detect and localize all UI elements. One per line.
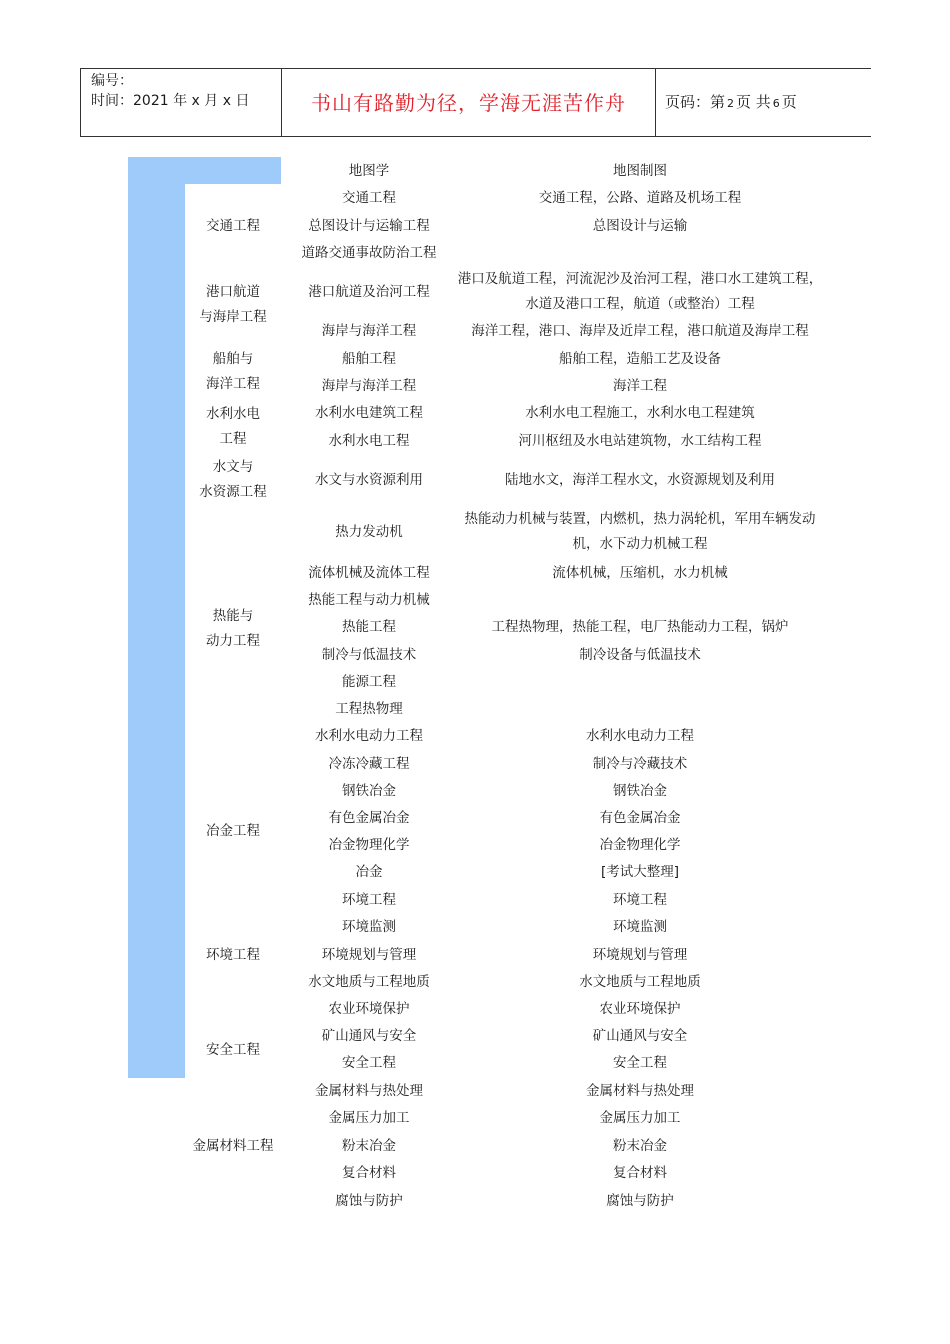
- old-major-name: 河川枢纽及水电站建筑物，水工结构工程: [518, 432, 762, 449]
- old-major-name: 陆地水文，海洋工程水文，水资源规划及利用: [505, 471, 775, 488]
- category-line: 与海岸工程: [199, 309, 267, 325]
- old-major-name: 水利水电动力工程: [586, 727, 694, 744]
- decorative-bar: [128, 157, 185, 1078]
- page-mid: 页 共: [736, 93, 771, 111]
- old-major-name: 水文地质与工程地质: [579, 973, 701, 990]
- old-major-name: 环境规划与管理: [592, 946, 688, 963]
- category-name: [180, 604, 286, 654]
- old-major-name: 海洋工程，港口、海岸及近岸工程，港口航道及海岸工程: [471, 322, 809, 339]
- category-line: 港口航道: [206, 284, 260, 300]
- category-line: 船舶与: [212, 351, 254, 367]
- header-divider: [655, 69, 656, 136]
- major-name: 流体机械及流体工程: [308, 564, 430, 581]
- major-name: 船舶工程: [342, 350, 396, 367]
- old-major-name: 环境监测: [613, 918, 667, 935]
- page-total: 6: [772, 97, 780, 110]
- old-major-name: 矿山通风与安全: [592, 1027, 688, 1044]
- major-name: 有色金属冶金: [328, 809, 410, 826]
- old-major-name: 流体机械，压缩机，水力机械: [552, 564, 728, 581]
- category-line: 水文与: [212, 459, 254, 475]
- old-major-name: 环境工程: [613, 891, 667, 908]
- major-name: 制冷与低温技术: [321, 646, 417, 663]
- old-major-name: 水利水电工程施工，水利水电工程建筑: [525, 404, 755, 421]
- old-major-name: 钢铁冶金: [613, 782, 667, 799]
- category-line: 水资源工程: [199, 484, 267, 500]
- major-name: 热力发动机: [335, 523, 403, 540]
- old-major-name: 总图设计与运输: [592, 217, 688, 234]
- category-name: [180, 347, 286, 397]
- major-name: 冷冻冷藏工程: [328, 755, 410, 772]
- old-major-name: 粉末冶金: [613, 1137, 667, 1154]
- category-line: 热能与: [212, 608, 254, 624]
- old-major-name: [考试大整理]: [600, 863, 680, 880]
- page-suffix: 页: [781, 93, 797, 111]
- old-major-name: 农业环境保护: [599, 1000, 681, 1017]
- major-name: 交通工程: [342, 189, 396, 206]
- major-name: 安全工程: [342, 1054, 396, 1071]
- major-name: 冶金物理化学: [328, 836, 410, 853]
- major-name: 水文与水资源利用: [315, 471, 423, 488]
- major-name: 能源工程: [342, 673, 396, 690]
- old-major-name: 复合材料: [613, 1164, 667, 1181]
- major-name: 水文地质与工程地质: [308, 973, 430, 990]
- category-name: [180, 280, 286, 330]
- motto: 书山有路勤为径，学海无涯苦作舟: [311, 91, 626, 115]
- old-major-name: 制冷设备与低温技术: [579, 646, 701, 663]
- major-name: 港口航道及治河工程: [308, 283, 430, 300]
- page-current: 2: [727, 97, 735, 110]
- major-name: 热能工程: [342, 618, 396, 635]
- category-line: 动力工程: [206, 633, 260, 649]
- old-major-name: 船舶工程，造船工艺及设备: [559, 350, 721, 367]
- major-name: 道路交通事故防治工程: [301, 244, 437, 261]
- major-name: 水利水电动力工程: [315, 727, 423, 744]
- old-major-name: 有色金属冶金: [599, 809, 681, 826]
- major-name: 海岸与海洋工程: [321, 377, 417, 394]
- major-name: 腐蚀与防护: [335, 1192, 403, 1209]
- old-major-name: 海洋工程: [613, 377, 667, 394]
- major-name: 金属压力加工: [328, 1109, 410, 1126]
- category-name: [180, 819, 286, 844]
- time-label: 时间：2021 年 x 月 x 日: [91, 93, 250, 109]
- old-major-name: 港口及航道工程，河流泥沙及治河工程，港口水工建筑工程，水道及港口工程，航道（或整治）工程: [457, 271, 823, 312]
- old-major-name: 制冷与冷藏技术: [592, 755, 688, 772]
- old-major-name: 热能动力机械与装置，内燃机，热力涡轮机，军用车辆发动机，水下动力机械工程: [464, 511, 816, 552]
- old-major-name: 安全工程: [613, 1054, 667, 1071]
- old-major-name: 腐蚀与防护: [606, 1192, 674, 1209]
- old-major-name: 交通工程，公路、道路及机场工程: [538, 189, 742, 206]
- category-line: 金属材料工程: [192, 1137, 274, 1154]
- category-name: [180, 1038, 286, 1063]
- category-line: 交通工程: [206, 217, 260, 234]
- category-name: [180, 214, 286, 239]
- major-name: 地图学: [348, 162, 390, 179]
- page-prefix: 页码：第: [665, 93, 726, 111]
- old-major-name: 金属压力加工: [599, 1109, 681, 1126]
- major-name: 工程热物理: [335, 700, 403, 717]
- major-name: 水利水电工程: [328, 432, 410, 449]
- category-line: 海洋工程: [206, 376, 260, 392]
- major-name: 热能工程与动力机械: [308, 591, 430, 608]
- category-name: [180, 943, 286, 968]
- major-name: 水利水电建筑工程: [315, 404, 423, 421]
- page-header: [80, 68, 871, 137]
- major-name: 金属材料与热处理: [315, 1082, 423, 1099]
- major-name: 钢铁冶金: [342, 782, 396, 799]
- category-name: [180, 455, 286, 505]
- code-label: 编号：: [91, 73, 133, 89]
- major-name: 农业环境保护: [328, 1000, 410, 1017]
- old-major-name: 工程热物理，热能工程，电厂热能动力工程，锅炉: [491, 618, 789, 635]
- category-name: [180, 402, 286, 452]
- category-line: 安全工程: [206, 1041, 260, 1058]
- major-name: 复合材料: [342, 1164, 396, 1181]
- major-name: 冶金: [355, 863, 383, 880]
- old-major-name: 冶金物理化学: [599, 836, 681, 853]
- old-major-name: 地图制图: [613, 162, 667, 179]
- category-line: 冶金工程: [206, 822, 260, 839]
- category-line: 工程: [219, 431, 247, 447]
- major-name: 海岸与海洋工程: [321, 322, 417, 339]
- old-major-name: 金属材料与热处理: [586, 1082, 694, 1099]
- major-name: 总图设计与运输工程: [308, 217, 430, 234]
- category-name: [180, 1134, 286, 1159]
- major-name: 环境工程: [342, 891, 396, 908]
- major-name: 粉末冶金: [342, 1137, 396, 1154]
- major-name: 矿山通风与安全: [321, 1027, 417, 1044]
- page-number: [665, 91, 797, 112]
- major-name: 环境监测: [342, 918, 396, 935]
- category-line: 环境工程: [206, 946, 260, 963]
- category-line: 水利水电: [206, 406, 260, 422]
- major-name: 环境规划与管理: [321, 946, 417, 963]
